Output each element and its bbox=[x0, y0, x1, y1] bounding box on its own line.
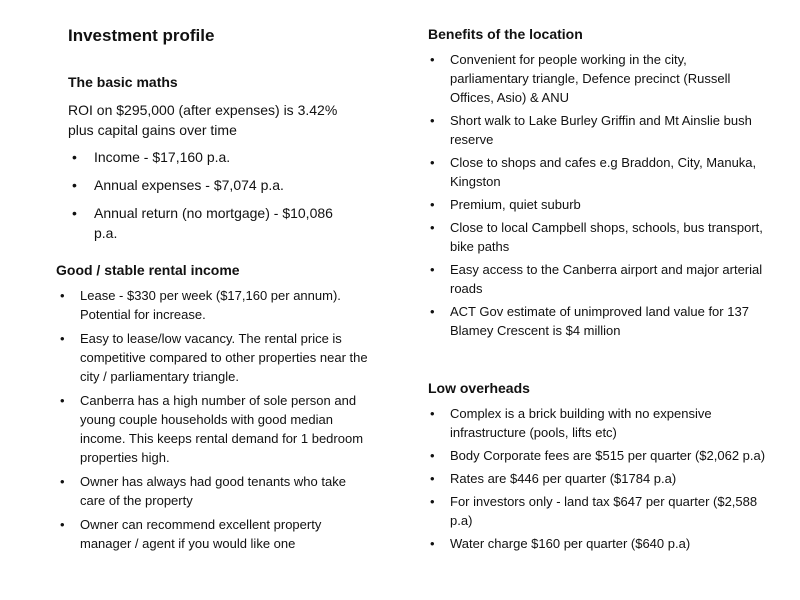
list-item: • Short walk to Lake Burley Griffin and Mt Ainslie bush reserve bbox=[426, 111, 766, 149]
list-item: • Convenient for people working in the city, parliamentary triangle, Defence precinct (Russell Offices, Asio) & ANU bbox=[426, 50, 766, 107]
list-item: • Close to shops and cafes e.g Braddon, City, Manuka, Kingston bbox=[426, 153, 766, 191]
location-benefits-list bbox=[426, 50, 766, 344]
low-overheads-heading: Low overheads bbox=[428, 380, 530, 396]
list-item: • Rates are $446 per quarter ($1784 p.a) bbox=[426, 469, 766, 488]
list-item: • Canberra has a high number of sole person and young couple households with good median income. This keeps rental demand for 1 bedroom properties high. bbox=[56, 391, 374, 467]
basic-maths-list bbox=[68, 147, 368, 251]
list-item: • Water charge $160 per quarter ($640 p.a) bbox=[426, 534, 766, 553]
list-item: • ACT Gov estimate of unimproved land value for 137 Blamey Crescent is $4 million bbox=[426, 302, 766, 340]
list-item: • Income - $17,160 p.a. bbox=[68, 147, 368, 167]
location-benefits-heading: Benefits of the location bbox=[428, 26, 583, 42]
list-item: • Annual expenses - $7,074 p.a. bbox=[68, 175, 368, 195]
low-overheads-list bbox=[426, 404, 766, 557]
basic-maths-intro: ROI on $295,000 (after expenses) is 3.42% plus capital gains over time bbox=[68, 102, 338, 138]
list-item: • Premium, quiet suburb bbox=[426, 195, 766, 214]
list-item: • Body Corporate fees are $515 per quarter ($2,062 p.a) bbox=[426, 446, 766, 465]
list-item: • Lease - $330 per week ($17,160 per annum). Potential for increase. bbox=[56, 286, 374, 324]
list-item: • For investors only - land tax $647 per quarter ($2,588 p.a) bbox=[426, 492, 766, 530]
list-item: • Easy access to the Canberra airport and major arterial roads bbox=[426, 260, 766, 298]
list-item: • Owner can recommend excellent property manager / agent if you would like one bbox=[56, 515, 374, 553]
investment-profile-title: Investment profile bbox=[68, 26, 215, 45]
list-item: • Close to local Campbell shops, schools, bus transport, bike paths bbox=[426, 218, 766, 256]
list-item: • Owner has always had good tenants who take care of the property bbox=[56, 472, 374, 510]
list-item: • Easy to lease/low vacancy. The rental price is competitive compared to other properties near the city / parliamentary triangle. bbox=[56, 329, 374, 386]
basic-maths-heading: The basic maths bbox=[68, 74, 178, 90]
rental-income-list bbox=[56, 286, 374, 558]
rental-income-heading: Good / stable rental income bbox=[56, 262, 240, 278]
list-item: • Annual return (no mortgage) - $10,086 p.a. bbox=[68, 203, 344, 243]
list-item: • Complex is a brick building with no expensive infrastructure (pools, lifts etc) bbox=[426, 404, 766, 442]
